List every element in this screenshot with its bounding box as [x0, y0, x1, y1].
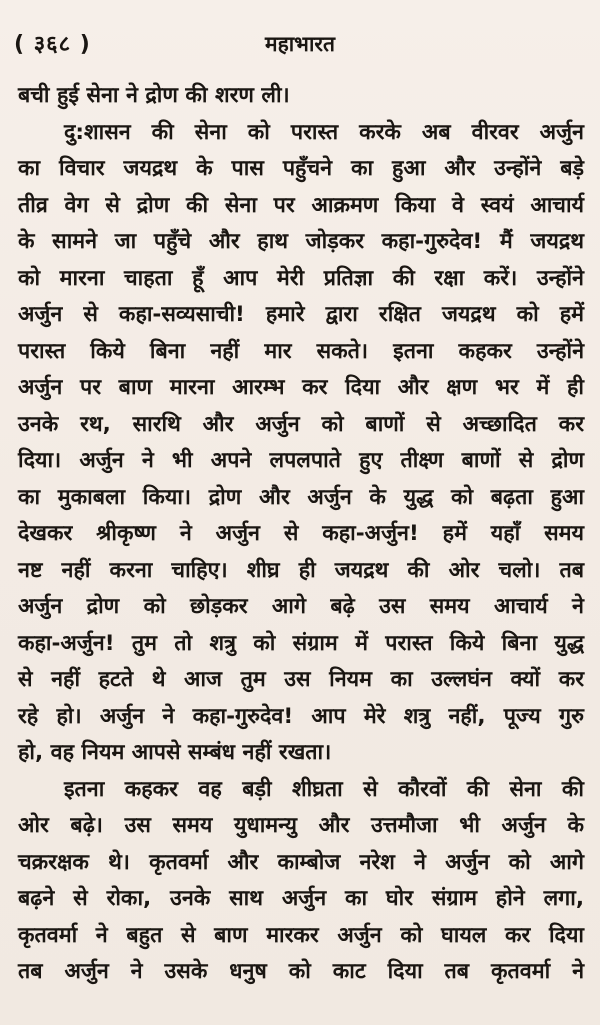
text-line: उनके रथ, सारथि और अर्जुन को बाणों से अच्छादित कर — [18, 411, 584, 437]
text-line: के सामने जा पहुँचे और हाथ जोड़कर कहा-गुरुदेव! मैं जयद्रथ — [18, 229, 584, 254]
running-title: महाभारत — [265, 32, 335, 56]
text-line: ओर बढ़े। उस समय युधामन्यु और उत्तमौजा भी अर्जुन के — [18, 813, 584, 838]
text-line: दु:शासन की सेना को परास्त करके अब वीरवर अर्जुन — [64, 119, 584, 145]
text-line: कहा-अर्जुन! तुम तो शत्रु को संग्राम में परास्त किये बिना युद्ध — [18, 630, 584, 656]
text-line: बची हुई सेना ने द्रोण की शरण ली। — [18, 83, 290, 108]
text-line: का मुकाबला किया। द्रोण और अर्जुन के युद्ध को बढ़ता हुआ — [18, 484, 584, 510]
text-line: तब अर्जुन ने उसके धनुष को काट दिया तब कृतवर्मा ने — [18, 959, 584, 984]
text-line: तीव्र वेग से द्रोण की सेना पर आक्रमण किया वे स्वयं आचार्य — [18, 192, 584, 218]
text-line: रहे हो। अर्जुन ने कहा-गुरुदेव! आप मेरे शत्रु नहीं, पूज्य गुरु — [18, 703, 584, 729]
text-line: इतना कहकर वह बड़ी शीघ्रता से कौरवों की सेना की — [64, 776, 584, 802]
text-line: अर्जुन पर बाण मारना आरम्भ कर दिया और क्षण भर में ही — [18, 375, 584, 400]
page-number: ( ३६८ ) — [14, 32, 91, 57]
text-line: परास्त किये बिना नहीं मार सकते। इतना कहकर उन्होंने — [18, 338, 584, 364]
page-header — [0, 0, 600, 70]
text-line: से नहीं हटते थे आज तुम उस नियम का उल्लघंन क्यों कर — [18, 667, 584, 692]
text-line: बढ़ने से रोका, उनके साथ अर्जुन का घोर संग्राम होने लगा, — [18, 886, 584, 911]
text-line: चक्ररक्षक थे। कृतवर्मा और काम्बोज नरेश ने अर्जुन को आगे — [18, 849, 584, 875]
text-line: नष्ट नहीं करना चाहिए। शीघ्र ही जयद्रथ की ओर चलो। तब — [18, 557, 584, 583]
text-line: अर्जुन से कहा-सव्यसाची! हमारे द्वारा रक्षित जयद्रथ को हमें — [18, 302, 584, 327]
text-line: हो, वह नियम आपसे सम्बंध नहीं रखता। — [18, 740, 332, 765]
text-line: को मारना चाहता हूँ आप मेरी प्रतिज्ञा की रक्षा करें। उन्होंने — [18, 265, 584, 291]
text-line: देखकर श्रीकृष्ण ने अर्जुन से कहा-अर्जुन! हमें यहाँ समय — [18, 521, 584, 546]
text-line: अर्जुन द्रोण को छोड़कर आगे बढ़े उस समय आचार्य ने — [18, 594, 584, 619]
text-line: दिया। अर्जुन ने भी अपने लपलपाते हुए तीक्ष्ण बाणों से द्रोण — [18, 448, 584, 473]
text-line: कृतवर्मा ने बहुत से बाण मारकर अर्जुन को घायल कर दिया — [18, 922, 584, 948]
body-text — [18, 78, 584, 991]
text-line: का विचार जयद्रथ के पास पहुँचने का हुआ और उन्होंने बड़े — [18, 156, 584, 181]
